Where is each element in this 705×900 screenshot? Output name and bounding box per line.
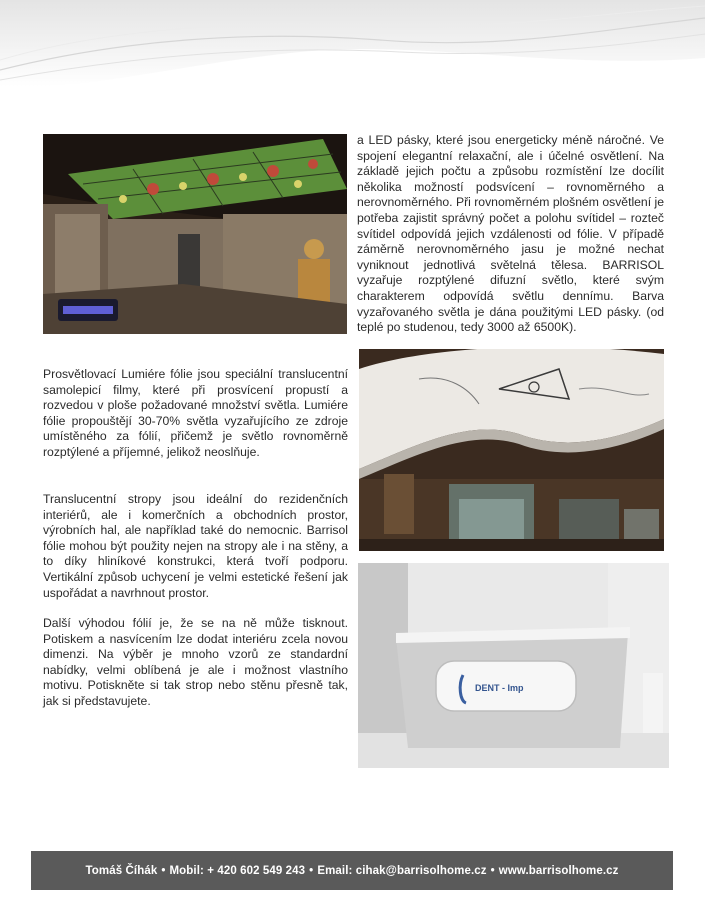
spa-ceiling-photo (43, 134, 347, 334)
contact-footer (31, 851, 673, 890)
footer-separator: • (490, 864, 495, 877)
printing-paragraph: Další výhodou fólií je, že se na ně může tisknout. Potiskem a nasvícením lze dodat interiéru zcela novou dimenzi. Na výběr je mnoho vzorů ze standardní nabídky, velmi oblíbená je ale i možnost vlastního motivu. Potiskněte si tak strop nebo stěnu přesně tak, jak si představujete. (43, 616, 348, 708)
lumiere-paragraph: Prosvětlovací Lumiére fólie jsou speciální translucentní samolepicí filmy, které při prosvícení propustí a rozvedou v ploše požadované množství světla. Lumiére fólie propouštějí 30-70% světla vyzařujícího ze zdroje umístěného za fólií, přičemž je světlo rovnoměrně rozptýlené a příjemné, jelikož neoslňuje. (43, 367, 348, 459)
intro-paragraph: a LED pásky, které jsou energeticky méně náročné. Ve spojení elegantní relaxační, ale i účelné osvětlení. Na základě jejich počtu a způsobu rozmístění lze docílit několika možností podsvícení – rovnoměrného a nerovnoměrného. Při rovnoměrném plošném osvětlení je potřeba zajistit správný počet a polohu svítidel – rozteč svítidel odpovídá jejich vzdálenosti od fólie. V případě záměrně nerovnoměrného jasu je možné nechat vyniknout jednotlivá světelná tělesa. BARRISOL vyzařuje rozptýlené difuzní světlo, které svým charakterem odpovídá světlu dennímu. Barva vyzařovaného světla je dána použitými LED pásky. (od teplé po studenou, tedy 3000 až 6500K). (357, 133, 664, 335)
showroom-ceiling-photo (359, 349, 664, 551)
dental-reception-photo (358, 563, 669, 768)
footer-website[interactable]: www.barrisolhome.cz (498, 864, 619, 877)
reception-logo-text: DENT - Imp (475, 683, 524, 693)
footer-separator: • (161, 864, 166, 877)
footer-name: Tomáš Číhák (85, 864, 158, 877)
header-wave-decoration (0, 0, 705, 100)
translucent-ceilings-paragraph: Translucentní stropy jsou ideální do rezidenčních interiérů, ale i komerčních a obchodních prostor, výrobních hal, ale například také do nemocnic. Barrisol fólie mohou být použity nejen na stropy ale i na stěny, a to díky hliníkové konstrukci, která tvoří podporu. Vertikální způsob uchycení je velmi estetické řešení jak uspořádat a navrhnout prostor. (43, 492, 348, 600)
footer-mobile: Mobil: + 420 602 549 243 (169, 864, 306, 877)
footer-email[interactable]: Email: cihak@barrisolhome.cz (317, 864, 487, 877)
footer-separator: • (309, 864, 314, 877)
